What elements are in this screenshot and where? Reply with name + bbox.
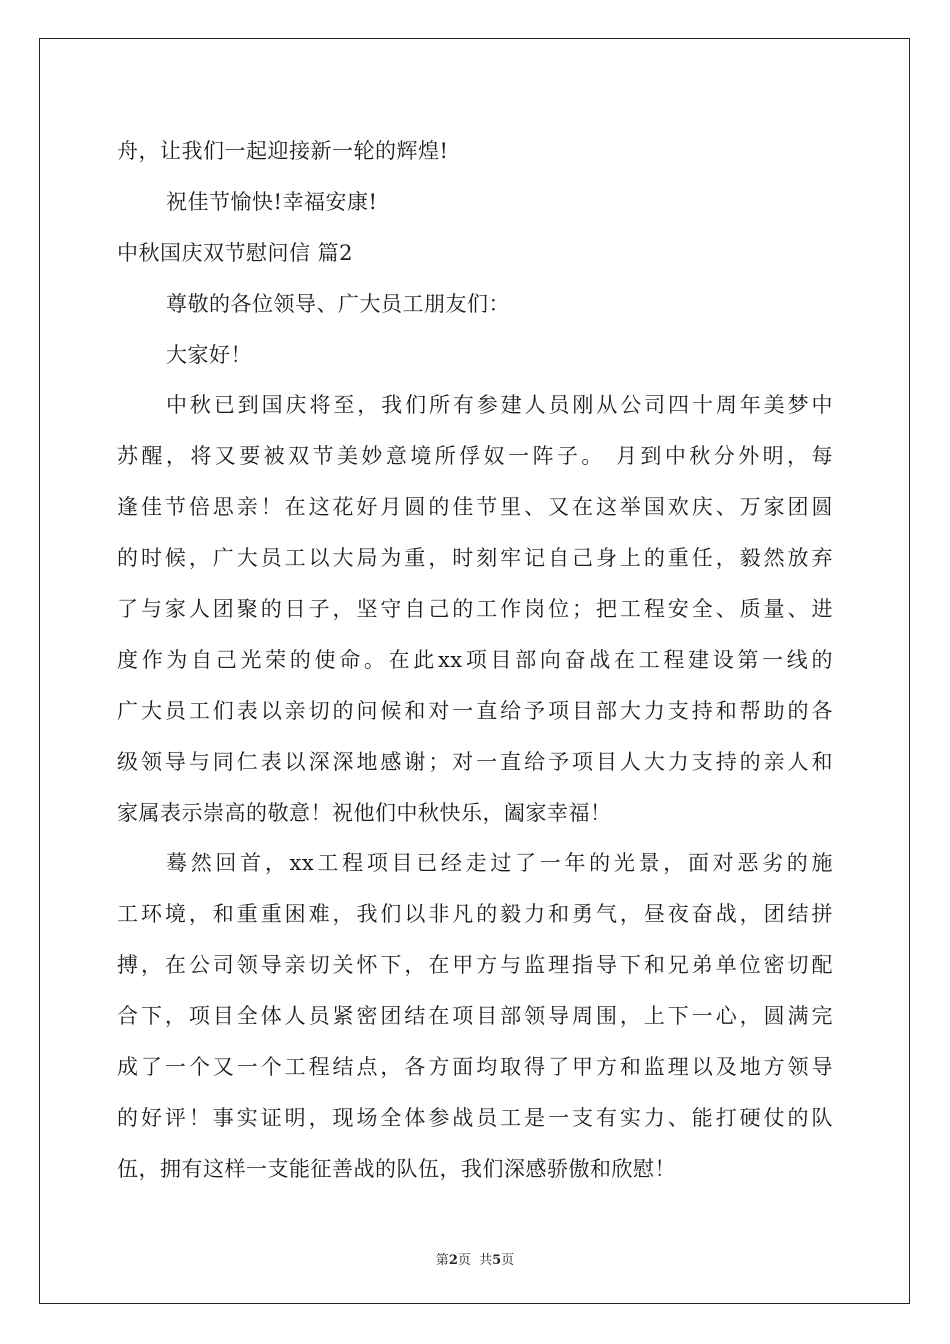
text-line: 苏醒，将又要被双节美妙意境所俘奴一阵子。 月到中秋分外明，每 [117,444,833,469]
text-line: 蓦然回首，xx工程项目已经走过了一年的光景，面对恶劣的施 [166,851,833,876]
greeting: 大家好！ [166,342,252,367]
section-heading: 中秋国庆双节慰问信 篇2 [117,240,354,265]
text-line: 的好评！事实证明，现场全体参战员工是一支有实力、能打硬仗的队 [117,1105,833,1130]
salutation: 尊敬的各位领导、广大员工朋友们： [166,291,510,316]
text-line: 级领导与同仁表以深深地感谢；对一直给予项目人大力支持的亲人和 [117,749,833,774]
text-line: 舟，让我们一起迎接新一轮的辉煌! [117,139,449,163]
text-line: 的时候，广大员工以大局为重，时刻牢记自己身上的重任，毅然放弃 [117,546,833,571]
text-line: 逢佳节倍思亲！在这花好月圆的佳节里、又在这举国欢庆、万家团圆 [117,495,833,520]
text-line: 中秋已到国庆将至，我们所有参建人员刚从公司四十周年美梦中 [166,393,833,418]
text-line: 广大员工们表以亲切的问候和对一直给予项目部大力支持和帮助的各 [117,698,833,723]
page-footer [0,1249,950,1268]
document-body [117,126,833,1195]
text-line: 搏，在公司领导亲切关怀下，在甲方与监理指导下和兄弟单位密切配 [117,953,833,978]
text-line: 祝佳节愉快!幸福安康! [166,189,378,214]
page-total: 5 [492,1253,502,1268]
text-line: 伍，拥有这样一支能征善战的队伍，我们深感骄傲和欣慰！ [117,1156,676,1181]
text-line: 了与家人团聚的日子，坚守自己的工作岗位；把工程安全、质量、进 [117,597,833,622]
text-line: 成了一个又一个工程结点，各方面均取得了甲方和监理以及地方领导 [117,1055,833,1080]
text-line: 工环境，和重重困难，我们以非凡的毅力和勇气，昼夜奋战，团结拼 [117,902,833,927]
page-suffix: 页 [501,1253,515,1268]
page-current: 2 [448,1253,458,1268]
text-line: 度作为自己光荣的使命。在此xx项目部向奋战在工程建设第一线的 [117,647,833,672]
text-line: 家属表示崇高的敬意！祝他们中秋快乐，阖家幸福！ [117,800,612,825]
page-prefix: 第 [435,1253,449,1268]
text-line: 合下，项目全体人员紧密团结在项目部领导周围，上下一心，圆满完 [117,1004,833,1029]
page-mid: 页 共 [457,1253,493,1268]
